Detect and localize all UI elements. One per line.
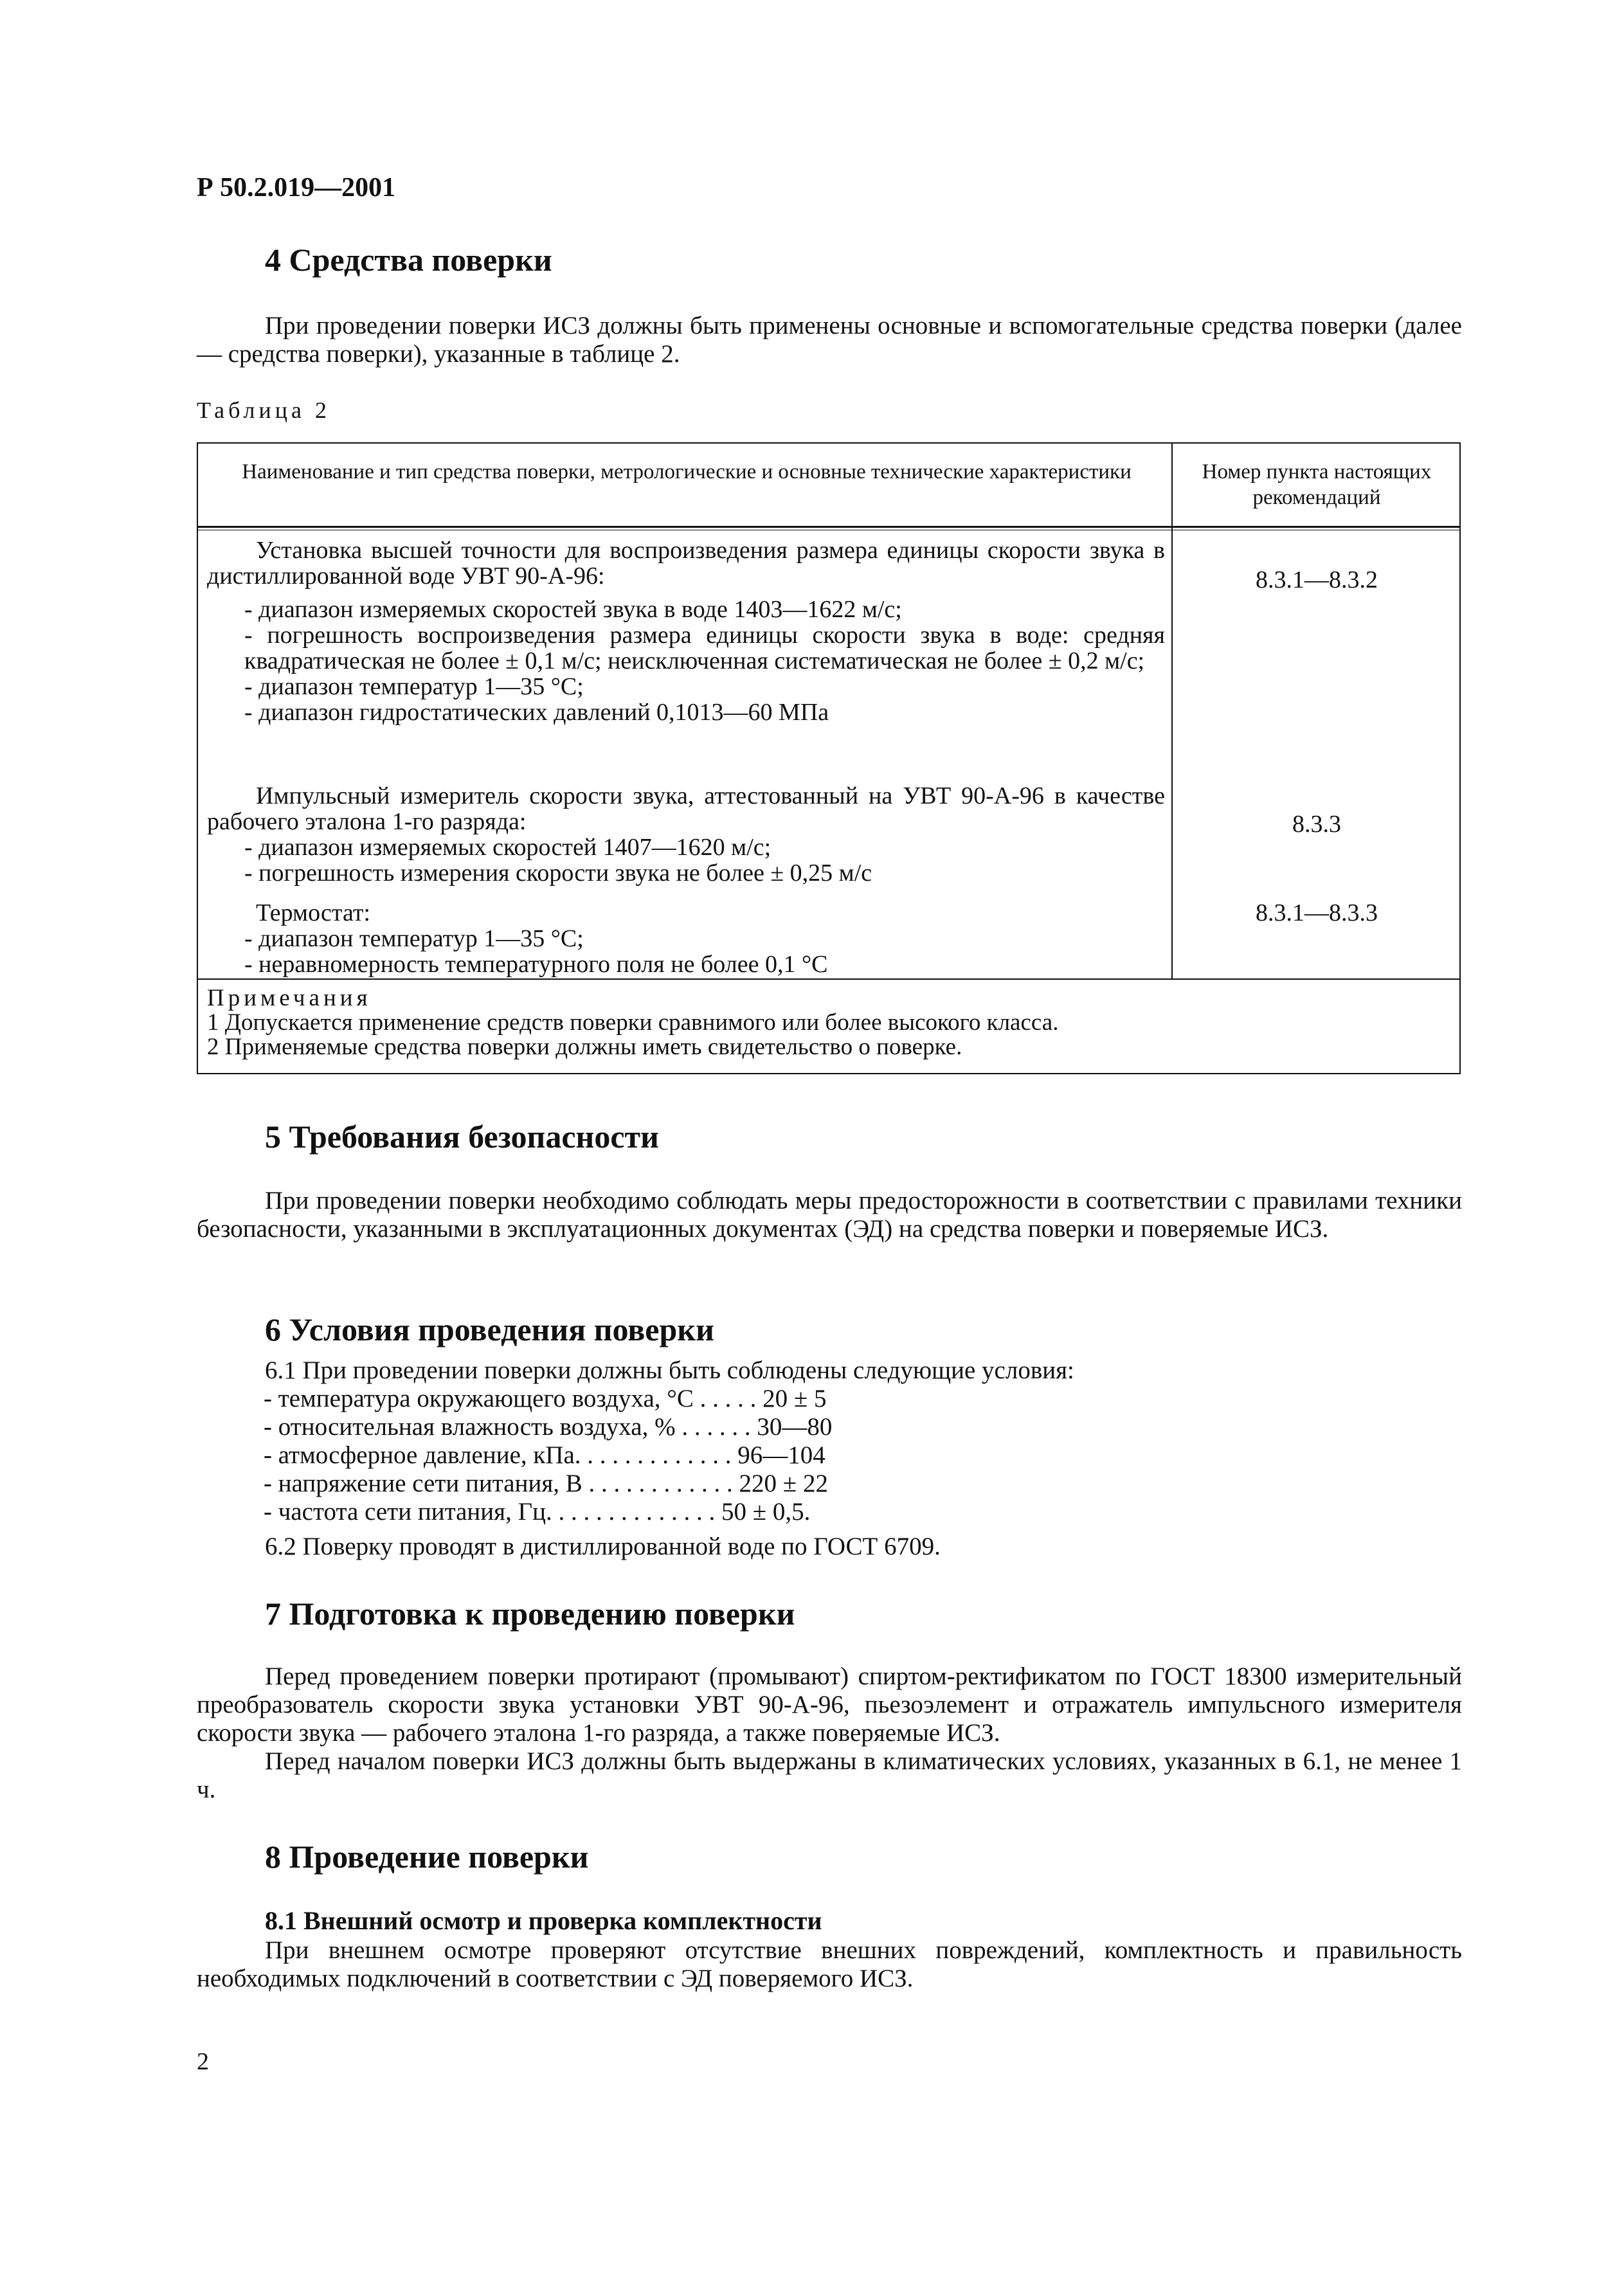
section-5-paragraph: При проведении поверки необходимо соблюдать меры предосторожности в соответствии с правилами техники безопасности, указанными в эксплуатационных документах (ЭД) на средства поверки и поверяемые ИСЗ.: [197, 1187, 1462, 1243]
table-2-label: Таблица 2: [197, 397, 330, 423]
section-4-title: 4 Средства поверки: [265, 242, 552, 278]
table-notes: [207, 986, 1454, 1059]
section-6-intro: 6.1 При проведении поверки должны быть соблюдены следующие условия:: [265, 1356, 1074, 1384]
table-header-col2: Номер пункта настоящих рекомендаций: [1202, 460, 1432, 509]
table-header-col1: Наименование и тип средства поверки, метрологические и основные технические характеристики: [242, 460, 1132, 483]
table-row-2-ref: 8.3.3: [1292, 811, 1341, 838]
condition-item: - напряжение сети питания, В . . . . . . . . . . . . 220 ± 22: [264, 1470, 828, 1497]
section-7-paragraph-1: Перед проведением поверки протирают (промывают) спиртом-ректификатом по ГОСТ 18300 измерительный преобразователь скорости звука установки УВТ 90-А-96, пьезоэлемент и отражатель импульсного измерителя скорости звука — рабочего эталона 1-го разряда, а также поверяемые ИСЗ.: [197, 1662, 1462, 1747]
table-note-2: 2 Применяемые средства поверки должны иметь свидетельство о поверке.: [207, 1034, 962, 1060]
section-8-title: 8 Проведение поверки: [265, 1839, 589, 1875]
section-4-paragraph: При проведении поверки ИСЗ должны быть применены основные и вспомогательные средства поверки (далее — средства поверки), указанные в таблице 2.: [197, 312, 1462, 368]
condition-item: - температура окружающего воздуха, °С . . . . . 20 ± 5: [264, 1385, 827, 1412]
table-notes-heading: Примечания: [207, 985, 372, 1011]
table-row-3-ref: 8.3.1—8.3.3: [1256, 899, 1378, 926]
section-5-title: 5 Требования безопасности: [265, 1119, 659, 1155]
section-6-2: 6.2 Поверку проводят в дистиллированной воде по ГОСТ 6709.: [265, 1533, 941, 1560]
section-6-conditions: [264, 1385, 1421, 1526]
condition-item: - частота сети питания, Гц. . . . . . . . . . . . . . 50 ± 0,5.: [264, 1498, 811, 1526]
table-note-1: 1 Допускается применение средств поверки сравнимого или более высокого класса.: [207, 1009, 1059, 1036]
section-7-paragraph-2: Перед началом поверки ИСЗ должны быть выдержаны в климатических условиях, указанных в 6.1, не менее 1 ч.: [197, 1747, 1462, 1803]
section-7-title: 7 Подготовка к проведению поверки: [265, 1596, 795, 1632]
table-row-1-ref: 8.3.1—8.3.2: [1256, 566, 1378, 593]
table-notes-divider: [198, 978, 1459, 980]
condition-item: - атмосферное давление, кПа. . . . . . . . . . . . . 96—104: [264, 1441, 826, 1469]
section-6-title: 6 Условия проведения поверки: [265, 1311, 714, 1347]
table-row-1-description: Установка высшей точности для воспроизведения размера единицы скорости звука в дистиллированной воде УВТ 90-А-96: - диапазон измеряемых скоростей звука в воде 1403—1622 м/с; - погрешность воспроизведения размера единицы скорости звука в воде: средняя квадратическая не более ± 0,1 м/с; неисключенная систематическая не более ± 0,2 м/с; - диапазон температур 1—35 °С; - диапазон гидростатических давлений 0,1013—60 МПа: [207, 537, 1165, 726]
table-column-divider: [1171, 444, 1173, 980]
subsection-8-1-paragraph: При внешнем осмотре проверяют отсутствие внешних повреждений, комплектность и правильность необходимых подключений в соответствии с ЭД поверяемого ИСЗ.: [197, 1936, 1462, 1992]
table-header-divider: [198, 526, 1459, 528]
table-row-3-description: Термостат: - диапазон температур 1—35 °С; - неравномерность температурного поля не более 0,1 °С: [244, 899, 828, 978]
document-id: Р 50.2.019—2001: [197, 173, 396, 203]
subsection-8-1-title: 8.1 Внешний осмотр и проверка комплектности: [265, 1906, 822, 1935]
condition-item: - относительная влажность воздуха, % . . . . . . 30—80: [264, 1413, 833, 1441]
section-7-paragraphs: [197, 1662, 1462, 1804]
page-number: 2: [197, 2048, 209, 2075]
table-2: [197, 442, 1461, 1074]
table-row-2-description: Импульсный измеритель скорости звука, аттестованный на УВТ 90-А-96 в качестве рабочего эталона 1-го разряда: - диапазон измеряемых скоростей 1407—1620 м/с; - погрешность измерения скорости звука не более ± 0,25 м/с: [207, 782, 1165, 887]
